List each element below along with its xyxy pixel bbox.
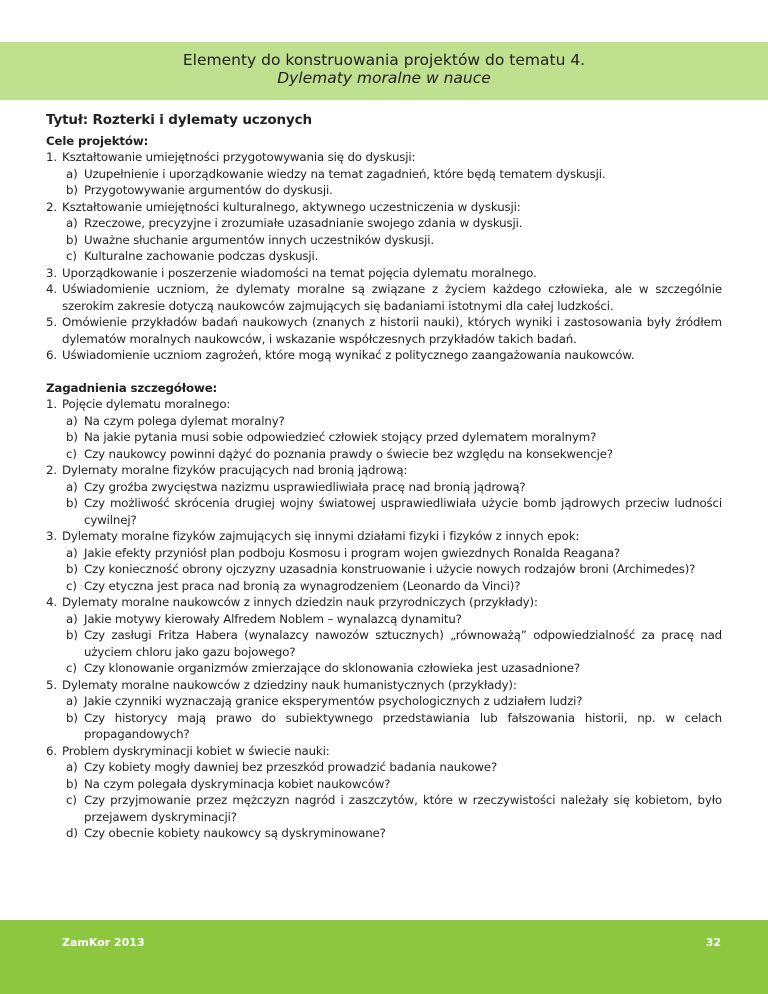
goals-item — [46, 281, 722, 314]
topics-subitem-text: Czy historycy mają prawo do subiektywnego przedstawiania lub fałszowania historii, np. w celach propagandowych? — [84, 710, 722, 741]
list-number: 5. — [46, 677, 57, 692]
topics-item-text: Dylematy moralne naukowców z innych dziedzin nauk przyrodniczych (przykłady): — [62, 595, 538, 609]
topics-subitem — [62, 545, 722, 562]
topics-item — [46, 677, 722, 743]
goals-subitem-text: Kulturalne zachowanie podczas dyskusji. — [84, 249, 319, 263]
topics-subitem-text: Na czym polegała dyskryminacja kobiet naukowców? — [84, 776, 391, 791]
list-letter: b) — [66, 710, 78, 725]
topics-item-text: Pojęcie dylematu moralnego: — [62, 397, 231, 411]
topics-subitem-text: Czy przyjmowanie przez mężczyzn nagród i zaszczytów, które w rzeczywistości należały się kobietom, było przejawem dyskryminacji? — [84, 793, 722, 824]
list-number: 4. — [46, 595, 57, 609]
list-letter: c) — [66, 578, 77, 593]
topics-subitem-text: Czy naukowcy powinni dążyć do poznania prawdy o świecie bez względu na konsekwencje? — [84, 446, 614, 461]
goals-item — [46, 199, 722, 265]
list-letter: b) — [66, 776, 78, 791]
topics-subitem — [62, 561, 722, 578]
topics-subitem — [62, 825, 722, 842]
topics-subitem — [62, 429, 722, 446]
goals-subitem — [62, 166, 722, 183]
topics-list — [46, 396, 722, 842]
list-number: 3. — [46, 529, 57, 543]
list-letter: a) — [66, 479, 78, 494]
topics-subitem-text: Czy możliwość skrócenia drugiej wojny światowej usprawiedliwiała użycie bomb jądrowych przeciw ludności cywilnej? — [84, 496, 722, 527]
goals-subitem-text: Uważne słuchanie argumentów innych uczestników dyskusji. — [84, 232, 434, 247]
list-letter: b) — [66, 232, 78, 247]
list-letter: c) — [66, 793, 77, 807]
topics-sublist — [62, 759, 722, 842]
list-letter: a) — [66, 760, 78, 774]
footer-band — [0, 920, 768, 994]
topics-subitem — [62, 495, 722, 528]
list-letter: d) — [66, 826, 78, 840]
topics-item-text: Dylematy moralne fizyków zajmujących się innymi działami fizyki i fizyków z innych epok: — [62, 529, 580, 543]
goals-list — [46, 149, 722, 364]
goals-heading: Cele projektów: — [46, 133, 149, 148]
goals-sublist — [62, 166, 722, 199]
list-letter: b) — [66, 628, 78, 642]
topics-item-text: Problem dyskryminacji kobiet w świecie nauki: — [62, 743, 330, 758]
topics-subitem-text: Na jakie pytania musi sobie odpowiedzieć człowiek stojący przed dylematem moralnym? — [84, 430, 597, 444]
header-subtitle: Dylematy moralne w nauce — [277, 69, 491, 87]
topics-item — [46, 396, 722, 462]
list-letter: a) — [66, 216, 78, 230]
list-letter: a) — [66, 166, 78, 181]
topics-item-text: Dylematy moralne fizyków pracujących nad bronią jądrową: — [62, 463, 408, 477]
topics-subitem-text: Jakie efekty przyniósł plan podboju Kosmosu i program wojen gwiezdnych Ronalda Reagana? — [84, 545, 621, 560]
topics-subitem-text: Jakie motywy kierowały Alfredem Noblem – wynalazcą dynamitu? — [84, 611, 462, 626]
goals-item-text: Uświadomienie uczniom, że dylematy moralne są związane z życiem każdego człowieka, ale w szczególnie szerokim zakresie dotyczą naukowców zajmujących się badaniami istotnymi dla całej ludzkości. — [62, 282, 722, 313]
topics-subitem-text: Czy zasługi Fritza Habera (wynalazcy nawozów sztucznych) „równoważą” odpowiedzialność za pracę nad użyciem chloru jako gazu bojowego? — [84, 628, 722, 659]
goals-subitem-text: Przygotowywanie argumentów do dyskusji. — [84, 183, 333, 197]
list-number: 6. — [46, 348, 57, 362]
list-letter: a) — [66, 545, 78, 560]
topics-item — [46, 594, 722, 677]
topics-subitem — [62, 611, 722, 628]
header-title: Elementy do konstruowania projektów do tematu 4. — [182, 51, 586, 69]
goals-item-text: Uświadomienie uczniom zagrożeń, które mogą wynikać z politycznego zaangażowania naukowców. — [62, 348, 635, 362]
goals-item-text: Kształtowanie umiejętności kulturalnego, aktywnego uczestniczenia w dyskusji: — [62, 199, 521, 214]
topics-sublist — [62, 479, 722, 529]
list-letter: b) — [66, 183, 78, 197]
topics-subitem — [62, 710, 722, 743]
goals-item — [46, 347, 722, 364]
goals-subitem-text: Rzeczowe, precyzyjne i zrozumiałe uzasadnianie swojego zdania w dyskusji. — [84, 216, 523, 230]
page-number: 32 — [705, 936, 721, 949]
goals-subitem — [62, 232, 722, 249]
topics-subitem — [62, 693, 722, 710]
topics-subitem — [62, 578, 722, 595]
goals-item — [46, 265, 722, 282]
list-letter: b) — [66, 430, 78, 444]
goals-item-text: Uporządkowanie i poszerzenie wiadomości na temat pojęcia dylematu moralnego. — [62, 265, 537, 280]
list-letter: c) — [66, 249, 77, 263]
topics-subitem-text: Na czym polega dylemat moralny? — [84, 413, 285, 428]
topics-sublist — [62, 611, 722, 677]
goals-subitem — [62, 182, 722, 199]
topics-item — [46, 743, 722, 842]
topics-item — [46, 462, 722, 528]
topics-subitem-text: Czy groźba zwycięstwa nazizmu usprawiedliwiała pracę nad bronią jądrową? — [84, 479, 526, 494]
list-letter: c) — [66, 661, 77, 675]
topics-subitem — [62, 413, 722, 430]
topics-subitem — [62, 759, 722, 776]
topics-subitem-text: Czy kobiety mogły dawniej bez przeszkód prowadzić badania naukowe? — [84, 760, 498, 774]
topics-subitem-text: Czy etyczna jest praca nad bronią za wynagrodzeniem (Leonardo da Vinci)? — [84, 578, 521, 593]
list-letter: a) — [66, 413, 78, 428]
list-number: 2. — [46, 463, 57, 477]
goals-item-text: Kształtowanie umiejętności przygotowywania się do dyskusji: — [62, 150, 416, 164]
list-number: 5. — [46, 315, 57, 329]
topics-subitem — [62, 776, 722, 793]
topics-sublist — [62, 545, 722, 595]
list-number: 2. — [46, 199, 57, 214]
topics-subitem — [62, 627, 722, 660]
header-band — [0, 42, 768, 100]
topics-subitem — [62, 479, 722, 496]
topics-subitem-text: Jakie czynniki wyznaczają granice eksperymentów psychologicznych z udziałem ludzi? — [84, 694, 583, 708]
list-letter: b) — [66, 562, 78, 576]
topics-subitem — [62, 446, 722, 463]
topics-subitem-text: Czy konieczność obrony ojczyzny uzasadnia konstruowanie i użycie nowych rodzajów broni (Archimedes)? — [84, 562, 696, 576]
list-number: 3. — [46, 265, 57, 280]
goals-subitem — [62, 248, 722, 265]
list-number: 4. — [46, 282, 57, 296]
topics-sublist — [62, 693, 722, 743]
topics-subitem — [62, 792, 722, 825]
goals-subitem — [62, 215, 722, 232]
list-number: 1. — [46, 397, 57, 411]
list-letter: a) — [66, 611, 78, 626]
topics-heading: Zagadnienia szczegółowe: — [46, 380, 218, 395]
list-letter: b) — [66, 496, 78, 510]
goals-item-text: Omówienie przykładów badań naukowych (znanych z historii nauki), których wyniki i zastosowania były źródłem dylematów moralnych naukowców, i wskazanie współczesnych przykładów takich badań. — [62, 315, 722, 346]
topics-sublist — [62, 413, 722, 463]
goals-sublist — [62, 215, 722, 265]
topics-subitem-text: Czy klonowanie organizmów zmierzające do sklonowania człowieka jest uzasadnione? — [84, 661, 580, 675]
goals-item — [46, 314, 722, 347]
topics-item-text: Dylematy moralne naukowców z dziedziny nauk humanistycznych (przykłady): — [62, 677, 517, 692]
topics-item — [46, 528, 722, 594]
list-letter: c) — [66, 446, 77, 461]
goals-item — [46, 149, 722, 199]
document-title: Tytuł: Rozterki i dylematy uczonych — [46, 112, 312, 128]
footer-publisher: ZamKor 2013 — [62, 936, 145, 949]
topics-subitem-text: Czy obecnie kobiety naukowcy są dyskryminowane? — [84, 826, 386, 840]
list-number: 6. — [46, 743, 57, 758]
document-body — [46, 112, 722, 842]
goals-subitem-text: Uzupełnienie i uporządkowanie wiedzy na temat zagadnień, które będą tematem dyskusji. — [84, 166, 606, 181]
list-number: 1. — [46, 150, 57, 164]
topics-subitem — [62, 660, 722, 677]
list-letter: a) — [66, 694, 78, 708]
